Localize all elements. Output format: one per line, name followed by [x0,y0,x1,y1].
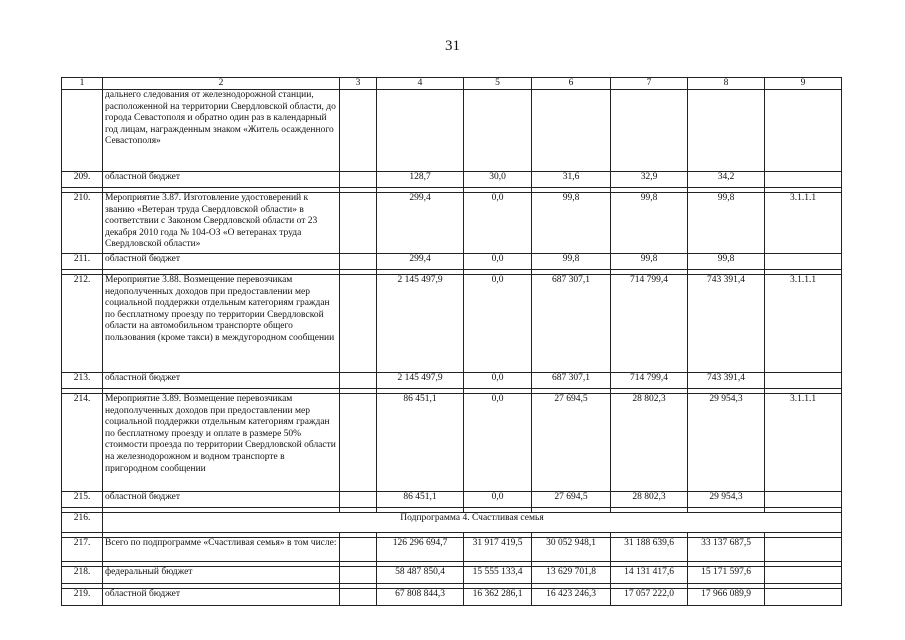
table-row [62,394,842,492]
row-cell: 99,8 [611,254,688,270]
column-header: 8 [688,78,765,90]
row-cell [340,567,377,584]
row-description: областной бюджет [103,172,340,188]
row-cell: 32,9 [611,172,688,188]
column-header: 4 [377,78,464,90]
row-cell [765,373,842,389]
row-cell: 86 451,1 [377,394,464,492]
table-row [62,254,842,270]
row-cell: 714 799,4 [611,373,688,389]
row-cell [340,254,377,270]
row-cell: 14 131 417,6 [611,567,688,584]
row-cell: 0,0 [464,254,532,270]
row-cell: 3.1.1.1 [765,394,842,492]
row-cell: 30 052 948,1 [532,538,611,562]
row-number: 213. [62,373,103,389]
row-cell [611,90,688,172]
row-cell: 31 917 419,5 [464,538,532,562]
row-cell [377,90,464,172]
row-cell: 3.1.1.1 [765,193,842,254]
row-number: 212. [62,275,103,373]
row-cell: 17 966 089,9 [688,589,765,606]
row-cell [765,567,842,584]
table-header-row [62,78,842,90]
row-cell: 30,0 [464,172,532,188]
row-description: Мероприятие 3.87. Изготовление удостоверений к званию «Ветеран труда Свердловской области» в соответствии с Законом Свердловской области от 23 декабря 2010 года № 104-ОЗ «О ветеранах труда Свердловской области» [103,193,340,254]
row-cell: 16 362 286,1 [464,589,532,606]
row-description: Мероприятие 3.89. Возмещение перевозчикам недополученных доходов при предоставлении мер социальной поддержки отдельным категориям граждан по бесплатному проезду и оплате в размере 50% стоимости проезда по территории Свердловской области на железнодорожном и водном транспорте в пригородном сообщении [103,394,340,492]
table-row [62,589,842,606]
row-cell [688,90,765,172]
row-cell: 99,8 [688,193,765,254]
row-cell: 687 307,1 [532,373,611,389]
row-cell: 67 808 844,3 [377,589,464,606]
column-header: 3 [340,78,377,90]
row-cell: 0,0 [464,193,532,254]
table-row [62,90,842,172]
row-cell [765,589,842,606]
row-description: Мероприятие 3.88. Возмещение перевозчикам недополученных доходов при предоставлении мер социальной поддержки отдельным категориям граждан по бесплатному проезду по территории Свердловской области на автомобильном транспорте общего пользования (кроме такси) в междугородном сообщении [103,275,340,373]
column-header: 9 [765,78,842,90]
row-cell: 743 391,4 [688,373,765,389]
row-cell: 128,7 [377,172,464,188]
row-cell [340,90,377,172]
column-header: 6 [532,78,611,90]
row-cell: 13 629 701,8 [532,567,611,584]
row-description: областной бюджет [103,254,340,270]
row-cell: 15 555 133,4 [464,567,532,584]
row-number: 215. [62,492,103,508]
subprogram-title: Подпрограмма 4. Счастливая семья [103,513,842,533]
row-cell [340,589,377,606]
row-cell: 99,8 [532,193,611,254]
row-cell: 29 954,3 [688,492,765,508]
row-number: 219. [62,589,103,606]
row-cell: 28 802,3 [611,394,688,492]
row-cell [340,373,377,389]
row-cell: 299,4 [377,254,464,270]
row-cell: 16 423 246,3 [532,589,611,606]
row-cell [765,90,842,172]
row-number: 210. [62,193,103,254]
column-header: 1 [62,78,103,90]
row-cell [532,90,611,172]
column-header: 5 [464,78,532,90]
row-cell: 99,8 [532,254,611,270]
row-cell: 34,2 [688,172,765,188]
row-cell [340,275,377,373]
table-row [62,193,842,254]
row-cell: 0,0 [464,373,532,389]
row-cell [765,172,842,188]
row-cell: 33 137 687,5 [688,538,765,562]
row-cell: 3.1.1.1 [765,275,842,373]
row-description: областной бюджет [103,589,340,606]
row-cell [765,254,842,270]
row-cell [464,90,532,172]
row-description: дальнего следования от железнодорожной станции, расположенной на территории Свердловской области, до города Севастополя и обратно один раз в календарный год лицам, награжденным знаком «Житель осажденного Севастополя» [103,90,340,172]
row-number [62,90,103,172]
row-cell: 99,8 [688,254,765,270]
table-row [62,538,842,562]
row-cell: 27 694,5 [532,394,611,492]
page-number: 31 [445,38,460,54]
row-cell: 99,8 [611,193,688,254]
row-description: областной бюджет [103,373,340,389]
row-number: 209. [62,172,103,188]
table-row [62,172,842,188]
row-cell: 0,0 [464,275,532,373]
row-description: федеральный бюджет [103,567,340,584]
row-cell [765,538,842,562]
row-number: 217. [62,538,103,562]
row-cell: 2 145 497,9 [377,275,464,373]
table-row [62,567,842,584]
row-description: Всего по подпрограмме «Счастливая семья» в том числе: [103,538,340,562]
row-cell: 126 296 694,7 [377,538,464,562]
row-cell: 27 694,5 [532,492,611,508]
row-number: 211. [62,254,103,270]
table-row [62,492,842,508]
row-cell: 0,0 [464,492,532,508]
row-cell: 28 802,3 [611,492,688,508]
row-description: областной бюджет [103,492,340,508]
row-number: 214. [62,394,103,492]
row-cell [340,538,377,562]
row-cell [340,492,377,508]
row-cell: 743 391,4 [688,275,765,373]
row-cell: 17 057 222,0 [611,589,688,606]
row-number: 218. [62,567,103,584]
row-cell: 2 145 497,9 [377,373,464,389]
row-cell [765,492,842,508]
row-cell: 31 188 639,6 [611,538,688,562]
row-cell: 31,6 [532,172,611,188]
table-row [62,275,842,373]
table-row [62,373,842,389]
row-cell: 86 451,1 [377,492,464,508]
budget-table [61,77,842,606]
row-cell [340,193,377,254]
row-number: 216. [62,513,103,533]
row-cell [340,172,377,188]
row-cell: 687 307,1 [532,275,611,373]
row-cell: 714 799,4 [611,275,688,373]
row-cell: 58 487 850,4 [377,567,464,584]
subprogram-row [62,513,842,533]
row-cell [340,394,377,492]
row-cell: 15 171 597,6 [688,567,765,584]
column-header: 7 [611,78,688,90]
row-cell: 0,0 [464,394,532,492]
row-cell: 299,4 [377,193,464,254]
column-header: 2 [103,78,340,90]
row-cell: 29 954,3 [688,394,765,492]
